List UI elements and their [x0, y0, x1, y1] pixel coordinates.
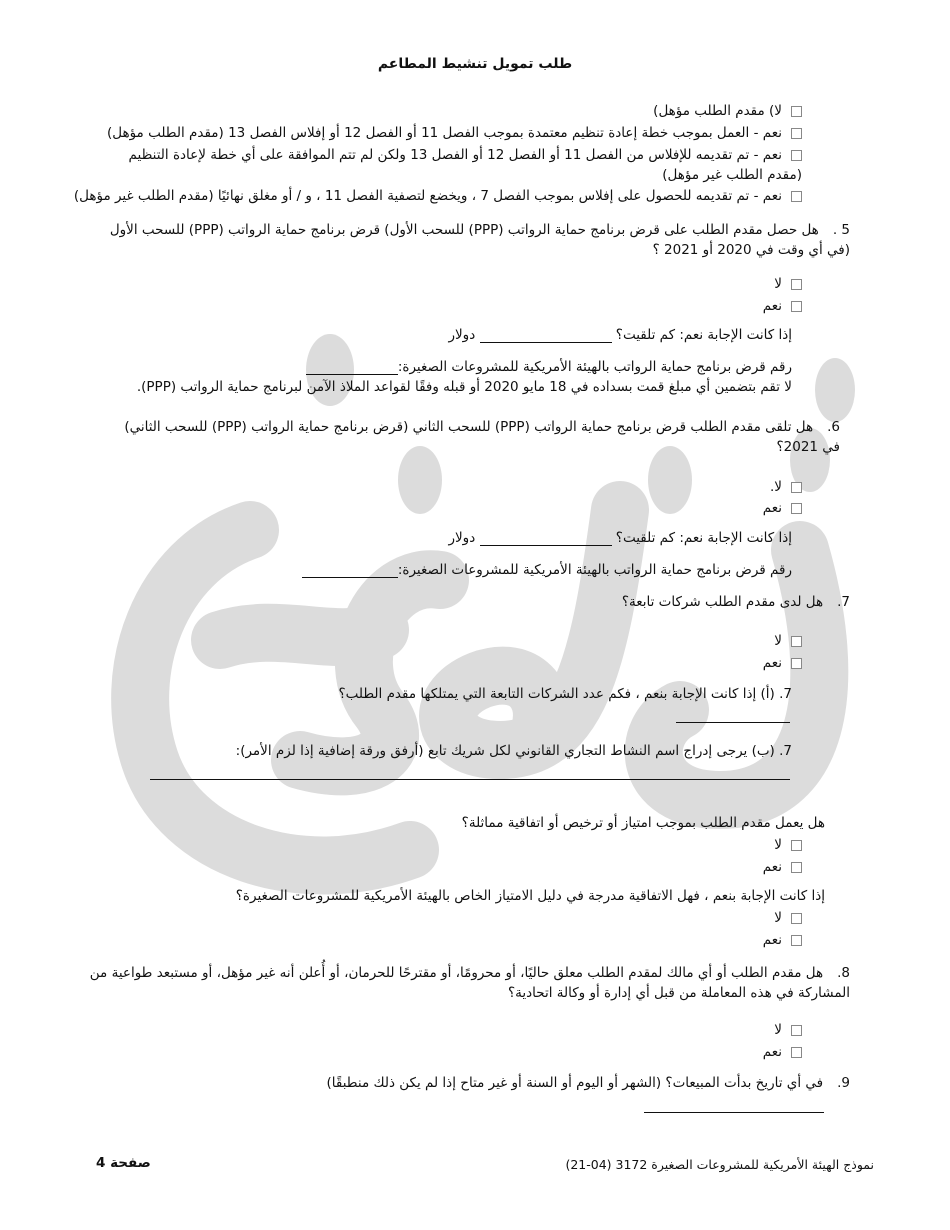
q7-option-no[interactable]: [774, 633, 802, 649]
question-text: هل مقدم الطلب أو أي مالك لمقدم الطلب معلق حاليًا، أو محرومًا، أو مقترحًا للحرمان، أو أُعلن أنه غير مؤهل، أو مستبعد طواعية من المشاركة في هذه المعاملة من قبل أي إدارة أو وكالة اتحادية؟: [89, 965, 850, 1001]
option-label: لا.: [770, 479, 782, 495]
question-number: 9.: [837, 1075, 850, 1091]
option-label: لا: [774, 276, 782, 292]
question-number: 5 .: [832, 222, 850, 238]
checkbox[interactable]: [791, 636, 802, 647]
question-8: [70, 963, 850, 1003]
checkbox[interactable]: [791, 279, 802, 290]
q5-loan-number: [306, 359, 792, 375]
checkbox[interactable]: [791, 503, 802, 514]
option-label: لا: [774, 1022, 782, 1038]
question-6: [120, 417, 840, 457]
option-label: نعم - تم تقديمه للإفلاس من الفصل 11 أو الفصل 12 أو الفصل 13 ولكن لم تتم الموافقة على أي خطة لإعادة التنظيم (مقدم الطلب غير مؤهل): [128, 147, 802, 183]
option-label: نعم: [762, 932, 782, 948]
currency-label: دولار: [448, 327, 476, 343]
currency-label: دولار: [448, 530, 476, 546]
loan-number-input[interactable]: [302, 565, 398, 578]
status-option-4[interactable]: [74, 188, 802, 204]
question-7: [622, 594, 850, 610]
q5-note: لا تقم بتضمين أي مبلغ قمت بسداده في 18 مايو 2020 أو قبله وفقًا لقواعد الملاذ الآمن لبرنامج حماية الرواتب (PPP).: [136, 379, 792, 395]
question-text: هل حصل مقدم الطلب على قرض برنامج حماية الرواتب (PPP) للسحب الأول) قرض برنامج حماية الرواتب (PPP) للسحب الأول (في أي وقت في 2020 أو 2021 ؟: [109, 222, 850, 258]
affiliate-count-input[interactable]: [676, 710, 790, 723]
option-label: نعم: [762, 859, 782, 875]
loan-number-input[interactable]: [306, 362, 398, 375]
franchise-followup: إذا كانت الإجابة بنعم ، فهل الاتفاقية مدرجة في دليل الامتياز الخاص بالهيئة الأمريكية للمشروعات الصغيرة؟: [235, 888, 825, 904]
amount-input[interactable]: [480, 330, 612, 343]
status-option-2[interactable]: [107, 125, 802, 141]
q6-option-no[interactable]: [770, 479, 802, 495]
page-title: طلب تمويل تنشيط المطاعم: [377, 56, 573, 72]
q5-option-yes[interactable]: [763, 298, 802, 314]
checkbox[interactable]: [791, 935, 802, 946]
q5-option-no[interactable]: [774, 276, 802, 292]
option-label: لا) مقدم الطلب مؤهل): [653, 103, 782, 119]
franchise-option-no[interactable]: [774, 837, 802, 853]
q7-sub-a: 7. (أ) إذا كانت الإجابة بنعم ، فكم عدد الشركات التابعة التي يمتلكها مقدم الطلب؟: [338, 686, 792, 702]
q8-option-yes[interactable]: [763, 1044, 802, 1060]
amount-input[interactable]: [480, 533, 612, 546]
question-number: 6.: [827, 419, 840, 435]
franchise-option-yes[interactable]: [763, 859, 802, 875]
sales-start-date-input[interactable]: [644, 1100, 824, 1113]
option-label: نعم - تم تقديمه للحصول على إفلاس بموجب الفصل 7 ، ويخضع لتصفية الفصل 11 ، و / أو مغلق نهائيًا (مقدم الطلب غير مؤهل): [73, 188, 782, 204]
loan-number-label: رقم قرض برنامج حماية الرواتب بالهيئة الأمريكية للمشروعات الصغيرة:: [397, 359, 792, 375]
checkbox[interactable]: [791, 913, 802, 924]
option-label: لا: [774, 633, 782, 649]
checkbox[interactable]: [791, 150, 802, 161]
question-text: هل لدى مقدم الطلب شركات تابعة؟: [621, 594, 824, 610]
q6-loan-number: [302, 562, 792, 578]
q5-amount: [448, 327, 792, 343]
status-option-3[interactable]: [122, 145, 802, 185]
option-label: نعم: [762, 298, 782, 314]
question-number: 8.: [837, 965, 850, 981]
amount-label: إذا كانت الإجابة نعم: كم تلقيت؟: [615, 327, 792, 343]
checkbox[interactable]: [791, 1025, 802, 1036]
form-identifier: نموذج الهيئة الأمريكية للمشروعات الصغيرة 3172 (04-21): [565, 1157, 874, 1172]
option-label: نعم - العمل بموجب خطة إعادة تنظيم معتمدة بموجب الفصل 11 أو الفصل 12 أو إفلاس الفصل 13 (مقدم الطلب مؤهل): [106, 125, 782, 141]
question-text: هل تلقى مقدم الطلب قرض برنامج حماية الرواتب (PPP) للسحب الثاني (قرض برنامج حماية الرواتب (PPP) للسحب الثاني) في 2021؟: [124, 419, 840, 455]
franchise-followup-yes[interactable]: [763, 932, 802, 948]
q7-sub-b: 7. (ب) يرجى إدراج اسم النشاط التجاري القانوني لكل شريك تابع (أرفق ورقة إضافية إذا لزم الأمر):: [235, 743, 792, 759]
q6-option-yes[interactable]: [763, 500, 802, 516]
option-label: نعم: [762, 500, 782, 516]
option-label: نعم: [762, 1044, 782, 1060]
question-5: [90, 220, 850, 260]
q8-option-no[interactable]: [774, 1022, 802, 1038]
status-option-1[interactable]: [653, 103, 802, 119]
option-label: لا: [774, 837, 782, 853]
checkbox[interactable]: [791, 191, 802, 202]
q6-amount: [448, 530, 792, 546]
question-number: 7.: [837, 594, 850, 610]
amount-label: إذا كانت الإجابة نعم: كم تلقيت؟: [615, 530, 792, 546]
franchise-question: هل يعمل مقدم الطلب بموجب امتياز أو ترخيص أو اتفاقية مماثلة؟: [461, 815, 825, 831]
checkbox[interactable]: [791, 1047, 802, 1058]
checkbox[interactable]: [791, 128, 802, 139]
checkbox[interactable]: [791, 106, 802, 117]
question-9: [327, 1075, 850, 1091]
option-label: نعم: [762, 655, 782, 671]
page-number: صفحة 4: [96, 1155, 151, 1171]
question-text: في أي تاريخ بدأت المبيعات؟ (الشهر أو اليوم أو السنة أو غير متاح إذا لم يكن ذلك منطبقًا): [326, 1075, 824, 1091]
affiliate-names-input[interactable]: [150, 767, 790, 780]
checkbox[interactable]: [791, 482, 802, 493]
checkbox[interactable]: [791, 658, 802, 669]
checkbox[interactable]: [791, 862, 802, 873]
q7-option-yes[interactable]: [763, 655, 802, 671]
option-label: لا: [774, 910, 782, 926]
loan-number-label: رقم قرض برنامج حماية الرواتب بالهيئة الأمريكية للمشروعات الصغيرة:: [397, 562, 792, 578]
checkbox[interactable]: [791, 840, 802, 851]
checkbox[interactable]: [791, 301, 802, 312]
franchise-followup-no[interactable]: [774, 910, 802, 926]
